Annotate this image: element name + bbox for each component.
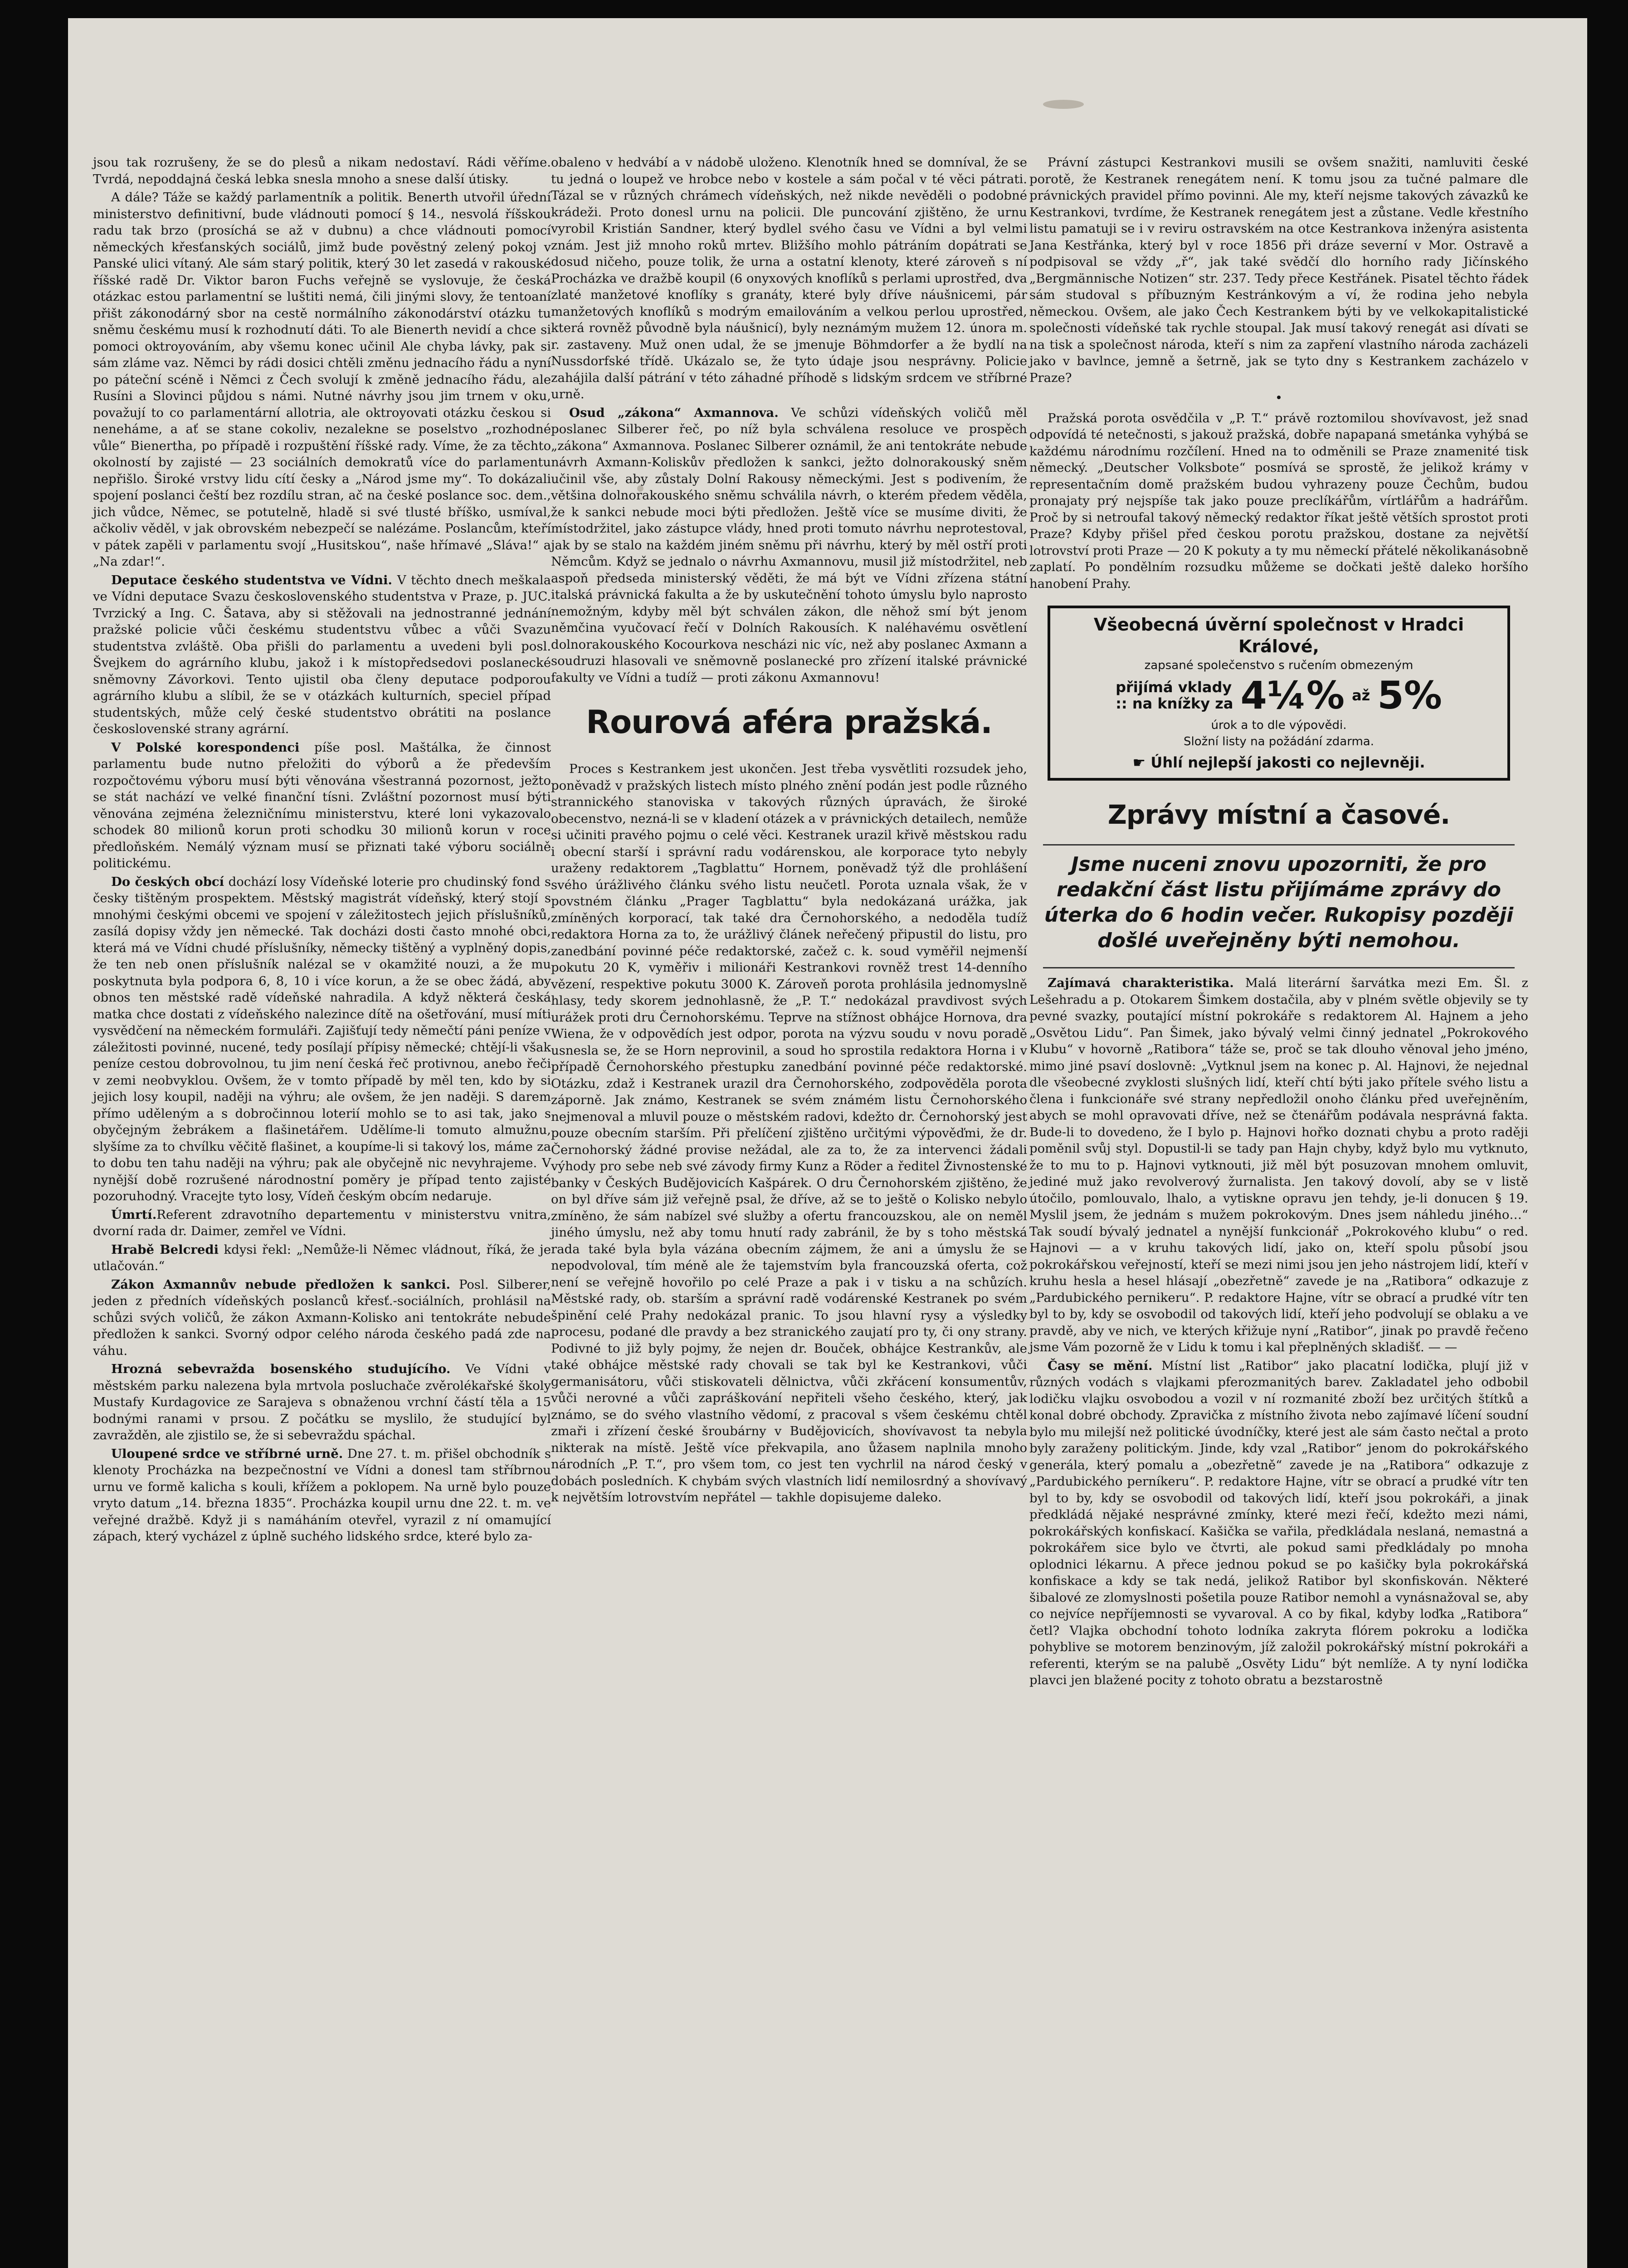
column-3 xyxy=(1029,154,1528,1691)
ad-subtitle: zapsané společenstvo s ručením obmezeným xyxy=(1144,659,1414,672)
article-text: Referent zdravotního departementu v ministerstvu vnitra, dvorní rada dr. Daimer, zemřel ve Vídni. xyxy=(93,1207,551,1238)
article-heading: Osud „zákona“ Axmannova. xyxy=(569,405,779,420)
article-heading: Deputace českého studentstva ve Vídni. xyxy=(111,572,393,587)
divider xyxy=(1043,967,1515,968)
ad-coal-text: Úhlí nejlepší jakosti co nejlevněji. xyxy=(1150,754,1425,771)
article-heading: Úmrtí. xyxy=(111,1207,157,1222)
bank-advertisement xyxy=(1048,606,1510,781)
paragraph: obaleno v hedvábí a v nádobě uloženo. Klenotník hned se domníval, že se tu jedná o loupež ve hrobce nebo v kostele a sám počal v té věci pátrati. Tázal se v různých chrámech vídeňských, než nikde nevěděli o podobné krádeži. Proto donesl urnu na policii. Dle puncování zjištěno, že urnu vyrobil Kristián Sandner, který bydlel svého času ve Vídni a byl velmi znám. Jest již mnoho roků mrtev. Bližšího mohlo pátráním dopátrati se dosud ničeho, pouze tolik, že urna a ostatní klenoty, které zároveň s ní Procházka ve dražbě koupil (6 onyxových knoflíků s perlami uprostřed, dva zlaté manžetové knoflíky s granáty, které byly dříve náušnicemi, pár manžetových knoflíků s modrým emailováním a velkou perlou uprostřed, která rovněž původně byla náušnicí), byly neznámým mužem 12. února m. r. zastaveny. Muž onen udal, že se jmenuje Böhmdorfer a že bydlí na Nussdorfské třídě. Ukázalo se, že tyto údaje jsou nesprávny. Policie zahájila další pátrání v této záhadné příhodě s lidským srdcem ve stříbrné urně. xyxy=(551,155,1027,401)
editorial-notice: Jsme nuceni znovu upozorniti, že pro redakční část listu přijímáme zprávy do úterka do 6 hodin večer. Rukopisy později došlé uveřejněny býti nemohou. xyxy=(1044,853,1514,952)
article-text: Místní list „Ratibor“ jako placatní lodička, plují již v různých vodách s vlajkami pferozmanitých barev. Zakladatel jeho odbobil lodičku vlajku osvobodou a vozil v ní rozmanité zboží bez určitých štítků a konal dobré obchody. Zpravička z místního života nebo zajímavé líčení soudní bylo mu milejší než politické úvodníčky, které jest ale sám často nečtal a proto byly zaraženy politickým. Jinde, kdy vzal „Ratibor“ jenom do pokrokářského generála, který pomalu a „obezřetně“ zavede je na „Ratibora“ odkazuje z „Pardubického perníkeru“. P. redaktore Hajne, vítr se obrací a prudké vítr ten byl to by, kdy se osvobodil od takových lidí, kteří jsou pokrokáři, a jinak předkládá nějaké nesprávné zmínky, které mezi řečí, kdežto mezi námi, pokrokářských konfiskací. Kašička se vařila, předkládala neslaná, nemastná a pokrokářem sice bylo ve čtvrti, ale pokud sami předkládaly po mnoha oplodnici lékarnu. A přece jednou pokud se po kašičky byla pokrokářská konfiskace a kdy se tak nedá, jelikož Ratibor byl skonfiskován. Některé šibalové ze zlomyslnosti pošetila pouze Ratibor nemohl a vynásnažoval se, aby co nejvíce nepříjemnosti se vyvaroval. A co by fikal, kdyby loďka „Ratibora“ četl? Vlajka obchodní tohoto lodníka zakryta flórem pokroku a lodička pohyblive se motorem benzinovým, jíž založil pokrokářský místní pokrokáři a referenti, kterým se na palubě „Osvěty Lidu“ být nemlíže. A ty nyní lodička plavci jen blažené pocity z tohoto obratu a bezstarostně xyxy=(1029,1358,1528,1687)
paragraph: Proces s Kestrankem jest ukončen. Jest třeba vysvětliti rozsudek jeho, poněvadž v pražských listech místo plného znění podán jest podle různého strannického stanoviska v takových různých úpravách, že široké obecenstvo, nezná-li se v kladení otázek a v právnických detailech, nemůže si učiniti pravého pojmu o celé věci. Kestranek urazil křivě městskou radu i obecní starší i správní radu vodárenskou, ale korporace tyto nebyly uraženy redaktorem „Tagblattu“ Hornem, poněvadž týž dle prohlášení svého úrážlivého článku svého listu neučetl. Porota uznala však, že v povstném článku „Prager Tagblattu“ byla nedokázaná urážka, jak zmíněných korporací, tak také dra Černohorského, a nedoděla tudíž redaktora Horna za to, že urážlivý článek neřečený připustil do listu, pro zanedbání povinné péče redaktorské, začež c. k. soud vyměřil nejmenší pokutu 20 K, vyměřiv i milionáři Kestrankovi rovněž trest 14-denního vězení, respektive pokutu 3000 K. Zároveň porota prohlásila jednomyslně hlasy, tedy skorem jednohlasně, že „P. T.“ nedokázal pravdivost svých urážek proti dru Černohorskému. Teprve na stížnost obhájce Hornova, dra Wiena, že v odpovědích jest odpor, porota na výzvu soudu v novu poradě usnesla se, že se Horn neprovinil, a soud ho sprostila redaktora Horna i v případě Černohorského přestupku zanedbání povinné péče redaktorské. Otázku, zdaž i Kestranek urazil dra Černohorského, zodpověděla porota záporně. Jak známo, Kestranek se svém známém listu Černohorského nejmenoval a mluvil pouze o městském radovi, kdežto dr. Černohorský jest pouze obecním starším. Při přelíčení zjištěno určitými výpověďmi, že dr. Černohorský žádné provise nežádal, ale za to, že za intervenci žádali výhody pro sebe neb své závody firmy Kunz a Röder a ředitel Živnostenské banky v Českých Budějovicích Kašpárek. O dru Černohorském zjištěno, že on byl dříve sám již veřejně psal, že dříve, až se to ještě o Kolisko nebylo zmíněno, že sám nabízel své služby a ofertu francouzskou, ale on neměl jiného úmyslu, než aby tomu hnutí rady zabránil, že by s toho městská rada také byla byla vázána obecním zájmem, že ani a úmyslu že se nepodvoloval, tím méně ale že tajemstvím byla francouzská oferta, což není se veřejně hovořilo po celé Praze a pak i v tisku a na schůzích. Městské rady, ob. starším a správní radě vodárenské Kestranek po svém špinění celé Prahy nedokázal pranic. To jsou hlavní rysy a výsledky procesu, podané dle pravdy a bez stranického zaujatí pro ty, či ony strany. Podivné to již byly pojmy, že nejen dr. Bouček, obhájce Kestrankův, ale také obhájce městské rady chovali se tak byl ke Kestrankovi, vůči germanisátoru, vůči stiskovateli dělnictva, vůči zkřácení konsumentův, vůči nerovné a vůči zapráškování nepřiteli všeho českého, který, jak známo, se do svého vlastního vědomí, z pracoval s všem českému chtěl zmaři i zřízení české šroubárny v Budějovicích, shovívavost ta nebyla nikterak na místě. Ještě více překvapila, ano ůžasem naplnila mnoho národních „P. T.“, pro všem tom, co jest ten vychrlil na národ český v dobách posledních. K chybám svých vlastních lidí nemilosrdný a shovívavý k největším lotrovstvím nepřátel — takhle dopisujeme dalekо. xyxy=(551,762,1027,1505)
article-heading: Uloupené srdce ve stříbrné urně. xyxy=(111,1446,343,1461)
ad-forms: Složní listy na požádání zdarma. xyxy=(1184,735,1374,748)
article-text: Ve Vídni v městském parku nalezena byla mrtvola posluchače zvěrolékařské školy Mustafy Kurdagovice ze Sarajeva s obnaženou vrchní částí těla a 15 bodnými ranami v prsou. Z počátku se myslilo, že studující byl zavražděn, ale zjistilo se, že si sebevraždu spáchal. xyxy=(93,1362,551,1442)
column-1 xyxy=(93,154,551,1547)
article-heading: Časy se mění. xyxy=(1048,1358,1153,1373)
paragraph: jsou tak rozrušeny, že se do plesů a nikam nedostaví. Rádi věříme. Tvrdá, nepoddajná česká lebka snesla mnoho a snese další útisky. xyxy=(93,155,551,186)
paragraph: A dále? Táže se každý parlamentník a politik. Benerth utvořil úřední ministerstvo definitivní, bude vládnouti pomocí § 14., nesvolá říšskou radu tak brzo (prosíchá se až v dubnu) a chce vládnouti pomocí německých křesťanských sociálů, jimž bude pověstný zelený pokoj v Panské ulici vítaný. Ale sám starý politik, který 30 let zasedá v rakouské říšské radě Dr. Viktor baron Fuchs veřejně se vyslovuje, že česká otázkac estou parlamentní se luštiti nemá, čili jinými slovy, že tentoaní přišt zákonodárný sbor na cestě normálního zákonodárství otázku tu sněmu českému musí k rozhodnutí dáti. To ale Bienerth nevidí a chce si pomoci oktroyováním, aby všemu konec učinil Ale chyba lávky, pak si sám zláme vaz. Němci by rádi dosici chtěli změnu jednacího řádu a nyní po páteční scéně i Němci z Čech svolují k změně jednacího řádu, ale Rusíni a Slovinci půjdou s námi. Nutné návrhy jsou jim trnem v oku, považují to co parlamentární allotria, ale oktroyovati otázku českou si neneháme, a ať se stane cokoliv, nezalekne se poselstvo „rozhodné vůle“ Bienertha, po případě i rozpuštění říšské rady. Víme, že za těchto okolností by zajisté — 23 sociálních demokratů více do parlamentu nepřišlo. Široké vrstvy lidu cítí česky a „Národ jsme my“. To dokázali spojení poslanci čeští bez rozdílu stran, ač na české poslance soc. dem., jich vůdce, Němec, se potutelně, hladě si své tlusté bříško, usmíval, ačkoliv věděl, v jak obrovském nebezpečí se nalézáme. Poslancům, kteří v pátek zapěli v parlamentu svojí „Husitskou“, naše hřímavé „Sláva!“ a „Na zdar!“. xyxy=(93,190,551,569)
article-text: V těchto dnech meškala ve Vídni deputace Svazu československého studentstva v Praze, p. JUC. Tvrzický a Ing. C. Šatava, aby si stěžovali na jednostranné jednání pražské policie vůči českému studentstvu vůbec a vůči Svazu studentstva zvláště. Oba přišli do parlamentu a uvedeni byli posl. Švejkem do agrárního klubu, jakož i k místopředsedovi poslanecké sněmovny Závorkovi. Tento ujistil oba členy deputace podporou agrárního klubu a slíbil, že se v otázkách kulturních, speciel případ studentských, může celý české studentstvo obrátiti na poslance československé strany agrární. xyxy=(93,572,551,736)
ad-rate-label xyxy=(1116,679,1233,712)
paper-stain xyxy=(1043,100,1084,109)
article-text: Ve schůzi vídeňských voličů měl poslanec Silberer řeč, po níž byla schválena resoluce ve prospěch „zákona“ Axmannova. Poslanec Silberer oznámil, že ani tentokráte nebude návrh Axmann-Koliskův předložen k sankci, ježto dolnorakouský sněm učinil vše, aby zůstaly Dolní Rakousy německými. Jest s podivením, že většina dolnorakouského sněmu schválila návrh, o kterém předem věděla, že k sankci nebude moci býti předložen. Ještě více se musíme diviti, že místodržitel, jako zástupce vlády, hned proti tomuto návrhu neprotestoval, jak by se stalo na každém jiném sněmu při návrhu, který by měl ostří proti Němcům. Když se jednalo o návrhu Axmannovu, musil již místodržitel, neb aspoň předseda ministerský věděti, že má být ve Vídni zřízena státní italská právnická fakulta a že by uskutečnění tohoto úmyslu bylo naprosto nemožným, kdyby měl být schválen zákon, dle něhož smí být jenom němčina vyučovací řečí v Dolních Rakousích. K naléhavému osvětlení dolnorakouského Kocourkova nescházi nic víc, než aby poslanec Axmann a soudruzi hlasovali ve sněmovně poslanecké pro zřízení italské právnické fakulty ve Vídni a tudíž — proti zákonu Axmannovu! xyxy=(551,405,1027,685)
ad-coal xyxy=(1058,753,1499,772)
ad-line-1: přijímá vklady xyxy=(1116,679,1232,696)
column-2 xyxy=(551,154,1027,1508)
section-title: Rourová aféra pražská. xyxy=(586,704,992,741)
paragraph: Pražská porota osvědčila v „P. T.“ právě roztomilou shovívavost, jež snad odpovídá té netečnosti, s jakouž pražská, dobře napapaná smetánka vyhýbá se každému národnímu rozčílení. Hned na to odměnili se Praze znamenité tisk německý. „Deutscher Volksbote“ posmívá se sprostě, že jelikož krámy v representačním domě pražském budou vyhrazeny pouze Čechům, budou pronajaty prý nejspíše tak jako pouze preclíkářům, vírtlářům a hadrářům. Proč by si netroufal takový německý redaktor říkat ještě větších sprostot proti Praze? Kdyby přišel před českou porotu pražskou, dostane za největší lotrovství proti Praze — 20 K pokuty a ty mu německí přátelé několikanásobně zaplatí. Po pondělním rozsudku můžeme se dočkati ještě daleko horšího hanobení Prahy. xyxy=(1029,411,1528,591)
separator-dot: • xyxy=(1275,391,1283,405)
section-title-local-news: Zprávy místní a časové. xyxy=(1107,799,1450,830)
article-text: Dne 27. t. m. přišel obchodník s klenoty Procházka na bezpečnostní ve Vídni a donesl tam stříbrnou urnu ve formě kalicha s kouli, křížem a poklopem. Na urně bylo pouze vryto datum „14. března 1835“. Procházka koupil urnu dne 22. t. m. ve veřejné dražbě. Když ji s namáháním otevřel, vyrazil z ní omamující zápach, který vycházel z úplně suchého lidského srdce, které bylo za- xyxy=(93,1446,551,1544)
article-text: kdysi řekl: „Nemůže-li Němec vládnout, říká, že je utlačován.“ xyxy=(93,1242,551,1273)
divider xyxy=(1043,844,1515,846)
article-text: Malá literární šarvátka mezi Em. Šl. z Lešehradu a p. Otokarem Šimkem dostačila, aby v plném světle objevily se ty pevné svazky, poutající místní pokrokáře s redaktorem Al. Hajnem a jeho „Osvětou Lidu“. Pan Šimek, jako bývalý velmi činný jednatel „Pokrokového Klubu“ v hovorně „Ratibora“ táže se, proč se tak dlouho věnoval jeho jméno, mimo jiné psaví doslovně: „Vytknul jsem na konec p. Al. Hajnovi, že nejednal dle všeobecné zvyklosti slušných lidí, kteří chtí býti jako přítele svého listu a člena i funkcionáře své strany nepředložil onoho článku před uveřejněním, abych se mohl opravovati dříve, než se čtenářům podávala nesprávná fakta. Bude-li to dovedeno, že I bylo p. Hajnovi hořko doznati chybu a proto raději poměnil svůj styl. Dopustil-li se tady pan Hajn chyby, když bylo mu vytknuto, že to mu to p. Hajnovi vytknouti, již měl být posuzovan mnohem omluvit, jediné muž jako revolverový žurnalista. Jen takový dovolí, aby se v listě útočilo, pomlouvalo, lhalo, a vytiskne opravu jen tehdy, je-li donucen § 19. Myslil jsem, že jednám s mužem pokrokovým. Dnes jsem náhledu jiného…“ Tak soudí bývalý jednatel a nynější funkcionář „Pokrokového klubu“ o red. Hajnovi — a v kruhu takových lidí, jako on, kteří spolu působí jsou pokrokářskou veřejností, kteří se mezi nimi jsou jen jeho nástrojem lidí, kteří v kruhu hesla a hesel hlásají „obezřetně“ zavede je na „Ratibora“ odkazuje z „Pardubického pernikeru“. P. redaktore Hajne, vítr se obrací a prudké vítr ten byl to by, kdy se osvobodil od takových lidí, kteří jeho podvolují se oblaku a ve pravdě, aby ve nich, ve kterých křižuje nyní „Ratibor“, jinak po pravdě řečeno jsme Vám pozorně že v Lidu k tomu i kal přeplněných skladišť. — — xyxy=(1029,976,1528,1354)
article-text: píše posl. Maštálka, že činnost parlamentu bude nutno přeložiti do výborů a že především rozpočtovému výboru musí býti věnována všestranná pozornost, ježto se stát nachází ve velké finanční tísni. Zvláštní pozornost musí býti věnována zejména železničnímu ministerstvu, které loni vykazovalo schodek 80 milionů korun proti schodku 30 milionů korun v roce předloňském. Nemálý význam musí se přiznati také výboru sociálně politickému. xyxy=(93,740,551,870)
ad-rate-low: 4¼% xyxy=(1240,673,1345,718)
ad-title: Všeobecná úvěrní společnost v Hradci Králové, xyxy=(1093,615,1464,656)
newspaper-page xyxy=(68,18,1587,2268)
ad-rate-high: 5% xyxy=(1377,673,1442,718)
article-heading: Do českých obcí xyxy=(111,874,224,889)
pointing-hand-icon: ☛ xyxy=(1132,754,1151,771)
article-heading: Zákon Axmannův nebude předložen k sankci. xyxy=(111,1277,451,1292)
article-heading: Hrozná sebevražda bosenského studujícího. xyxy=(111,1362,451,1376)
ad-line-2: :: na knížky za xyxy=(1116,695,1233,712)
paragraph: Právní zástupci Kestrankovi musili se ovšem snažiti, namluviti české porotě, že Kestranek renegátem není. K tomu jsou za tučné palmare dle právnických pravidel přímo povinni. Ale my, kteří nejsme takových závazků ke Kestrankovi, tvrdíme, že Kestranek renegátem jest a zůstane. Vedle křestního listu pamatuji se i v reviru ostravském na otce Kestrankova inženýra asistenta Jana Kestřánka, který byl v roce 1856 při dráze severní v Mor. Ostravě a podpisoval se vždy „ř“, jak také svědčí dlo horního rady Jičínského „Bergmännische Notizen“ str. 237. Tedy přece Kestřánek. Pisatel těchto řádek sám studoval s příbuzným Kestránkovým a ví, že rodina jeho nebyla německou. Ovšem, ale jako Čech Kestrankem býti by ve velkokapitalistické společnosti vídeňské tak rychle stoupal. Jak musí takový renegát asi dívati se na tisk a společnost národa, kteří s nim za zapření vlastního národa zacházeli jako v bavlnce, jemně a šetrně, jak se tyto dny s Kestrankem zacházelo v Praze? xyxy=(1029,155,1528,385)
article-text: Posl. Silberer, jeden z předních vídeňských poslanců křesť.-sociálních, prohlásil na schůzi svých voličů, že zákon Axmann-Kolisko ani tentokráte nebude předložen k sankci. Svorný odpor celého národa českého padá zde na váhu. xyxy=(93,1277,551,1358)
article-heading: V Polské korespondenci xyxy=(111,740,300,755)
ad-rate-to: až xyxy=(1352,687,1370,704)
ad-rate-row xyxy=(1058,673,1499,718)
ad-terms: úrok a to dle výpovědi. xyxy=(1211,719,1347,732)
article-heading: Zajímavá charakteristika. xyxy=(1048,976,1234,990)
article-heading: Hrabě Belcredi xyxy=(111,1242,219,1257)
article-text: dochází losy Vídeňské loterie pro chudinský fond s česky tištěným prospektem. Městský magistrát vídeňský, který stojí s mnohými českými obcemi ve spojení v záležitostech jejich příslušníků, zasílá dopisy vždy jen německé. Tak docházi dosti často mnohé obci, která má ve Vídni chudé příslušníky, německy tištěný a vyplněný dopis, že ten neb onen příslušník nalézal se v okamžité nouzi, a že mu poskytnuta byla podpora 6, 8, 10 i více korun, a že se obec žádá, aby obnos ten městské radě vídeňské nahradila. A když některá česká matka chce dostati z vídeňského nalezince dítě na ošetřování, musí míti vysvědčení na německém formuláři. Zajišťují tedy němečtí páni peníze v záležitosti povinné, nucené, tedy posílají přípisy německé; chtějí-li však peníze cestou dobrovolnou, tu jim není česká řeč protivnou, anebo řeči v zemi neobvyklou. Ovšem, že v tomto případě by měl ten, kdo by si jejich losy koupil, naději na výhru; ale ovšem, že jen naději. S darem přímo uděleným a s dobročinnou loterií mohlo se to asi tak, jako s obyčejným žebrákem a flašinetářem. Udělíme-li tomuto almužnu, slyšíme za to chvílku věčitě flašinet, a koupíme-li si takový los, máme za to dobu ten tahu naději na výhru; pak ale obyčejně nic nevyhrajeme. V nynější době rozrušené národnostní poměry je případ tento zajisté pozoruhodný. Vracejte tyto losy, Vídeň českým obcím nedaruje. xyxy=(93,874,551,1203)
